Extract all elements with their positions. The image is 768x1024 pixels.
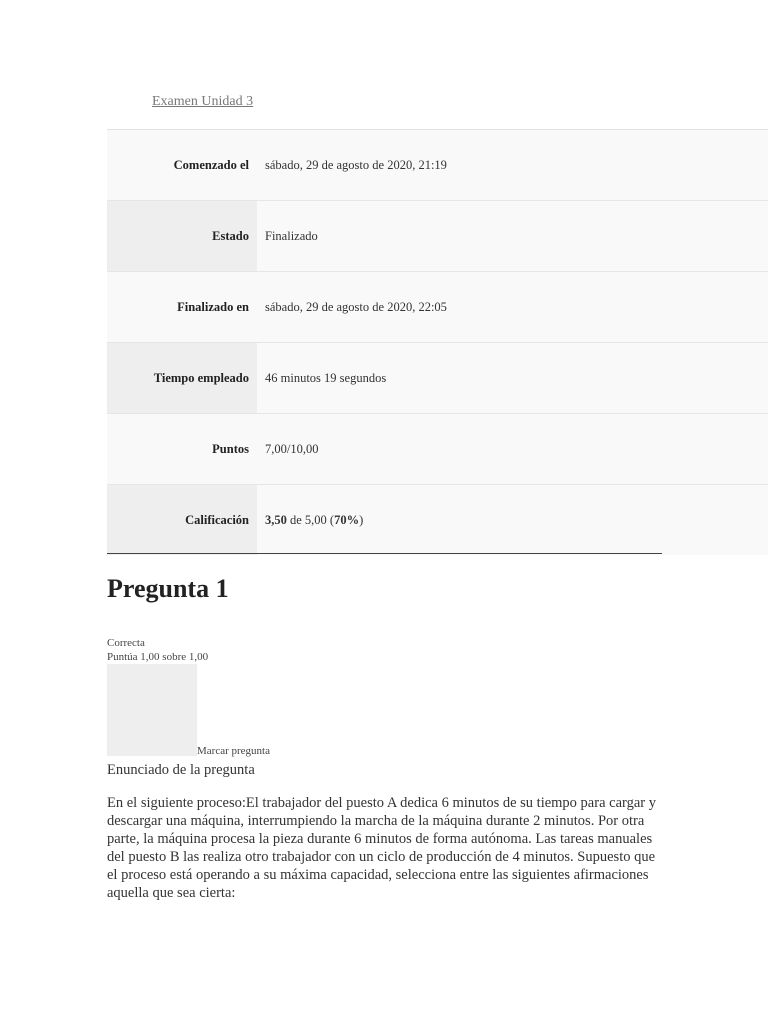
- attempt-summary-table: [107, 129, 768, 555]
- summary-divider: [107, 553, 662, 554]
- summary-value: Finalizado: [257, 201, 768, 271]
- grade-close: ): [359, 512, 364, 527]
- question-score: Puntúa 1,00 sobre 1,00: [107, 651, 209, 663]
- summary-label: Estado: [107, 201, 257, 271]
- summary-row-state: [107, 201, 768, 272]
- summary-label: Calificación: [107, 485, 257, 555]
- grade-of-text: de 5,00 (: [290, 512, 335, 527]
- summary-value: 7,00/10,00: [257, 414, 768, 484]
- summary-value: sábado, 29 de agosto de 2020, 21:19: [257, 130, 768, 200]
- question-text: En el siguiente proceso:El trabajador del puesto A dedica 6 minutos de su tiempo para cargar y descargar una máquina, interrumpiendo la marcha de la máquina durante 2 minutos. Por otra parte, la máquina procesa la pieza durante 6 minutos de forma autónoma. Las tareas manuales del puesto B las realiza otro trabajador con un ciclo de producción de 4 minutos. Supuesto que el proceso está operando a su máxima capacidad, selecciona entre las siguientes afirmaciones aquella que sea cierta:: [107, 795, 656, 901]
- summary-row-time-taken: [107, 343, 768, 414]
- breadcrumb-link-exam[interactable]: Examen Unidad 3: [152, 94, 254, 109]
- summary-label: Finalizado en: [107, 272, 257, 342]
- question-title: Pregunta 1: [107, 574, 229, 603]
- question-state: Correcta: [107, 637, 145, 649]
- summary-row-grade: [107, 485, 768, 555]
- question-heading: Enunciado de la pregunta: [107, 762, 255, 778]
- summary-row-points: [107, 414, 768, 485]
- summary-label: Puntos: [107, 414, 257, 484]
- summary-value: 46 minutos 19 segundos: [257, 343, 768, 413]
- grade-value: 3,50: [265, 512, 287, 527]
- summary-label: Tiempo empleado: [107, 343, 257, 413]
- summary-value-grade: [257, 485, 768, 555]
- grade-percent: 70%: [334, 512, 360, 527]
- question-info: [107, 636, 208, 664]
- flag-question-box[interactable]: [107, 664, 197, 756]
- summary-label: Comenzado el: [107, 130, 257, 200]
- summary-value: sábado, 29 de agosto de 2020, 22:05: [257, 272, 768, 342]
- flag-question-label[interactable]: Marcar pregunta: [197, 745, 270, 757]
- summary-row-started: [107, 130, 768, 201]
- summary-row-finished: [107, 272, 768, 343]
